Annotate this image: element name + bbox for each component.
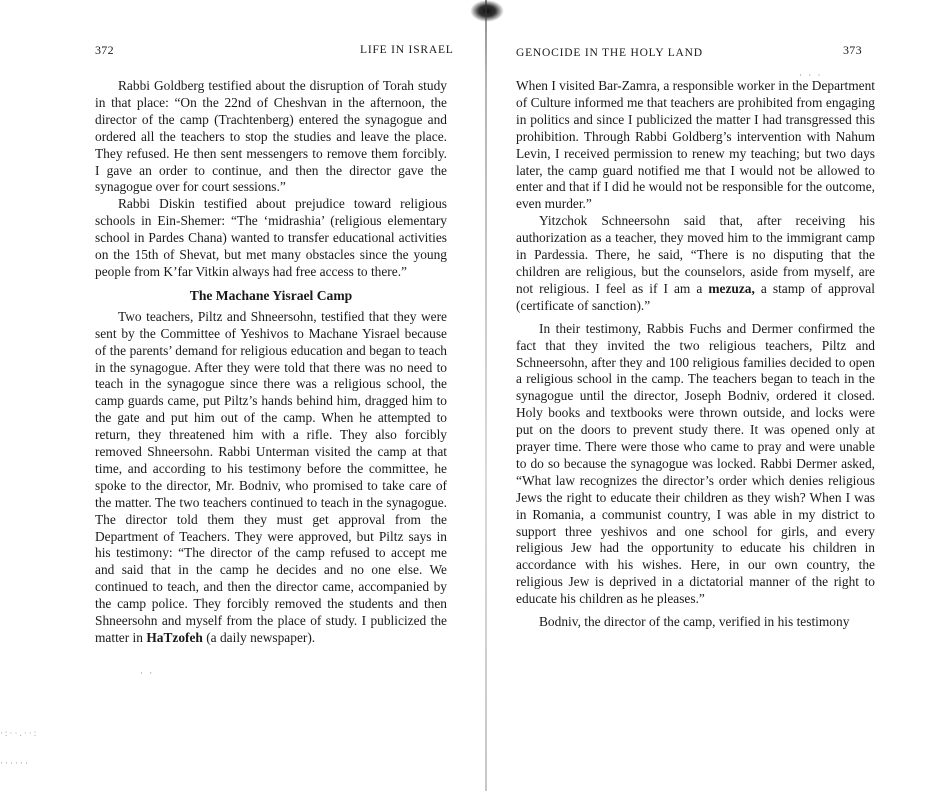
paragraph-bodniv: Bodniv, the director of the camp, verified in his testimony	[539, 614, 850, 630]
paragraph-text: Two teachers, Piltz and Shneersohn, testified that they were sent by the Committee of Yeshivos to Machane Yisrael because of the parents’ demand for religious education and began to teach in the synagogue. After they were told that there was no need to teach in the synagogue since there was a religious school, the camp guards came, put Piltz’s hands behind him, dragged him to the gate and put him out of the camp. When he attempted to return, they threatened him with a rifle. They also forcibly removed Shneersohn. Rabbi Unterman visited the camp at that time, and according to his testimony before the committee, he spoke to the director, Mr. Bodniv, who promised to take care of the matter. The two teachers continued to teach in the synagogue. The director told them they must get approval from the Department of Teachers. They were approved, but Piltz says in his testimony: “The director of the camp refused to accept me and said that in the camp he decides and no one else. We continued to teach, and then the director came, accompanied by the camp police. They forcibly removed the students and then Shneersohn and myself from the place of study. I publicized the matter in	[95, 308, 447, 645]
paragraph-two-teachers	[95, 309, 447, 647]
right-page	[494, 0, 951, 791]
right-body-text	[516, 78, 875, 631]
paper-specks: ······	[0, 758, 30, 768]
running-head-right: GENOCIDE IN THE HOLY LAND	[516, 47, 703, 59]
newspaper-name: HaTzofeh	[146, 630, 203, 645]
paragraph-continued: When I visited Bar-Zamra, a responsible worker in the Department of Culture informed me that teachers are prohibited from engaging in politics and since I publicized the matter I had transgressed this prohibition. Through Rabbi Goldberg’s intervention with Nahum Levin, I received permission to renew my teaching; but two days later, the camp guard notified me that I would not be allowed to enter and that if I did he would not be responsible for the outcome, even murder.”	[516, 78, 875, 212]
paper-specks: · ·	[140, 668, 155, 678]
paragraph-fuchs-dermer: In their testimony, Rabbis Fuchs and Dermer confirmed the fact that they invited the two religious teachers, Piltz and Schneersohn, after they and 100 religious families decided to open a religious school in the camp. The teachers began to teach in the synagogue until the director, Joseph Bodniv, ordered it closed. Holy books and textbooks were thrown outside, and locks were put on the doors to prevent study there. It was opened only at prayer time. There were those who came to pray and were unable to do so because the synagogue was locked. Rabbi Dermer asked, “What law recognizes the director’s order which denies religious Jews the right to educate their children as they wish? When I was in Romania, a communist country, I was able in my district to support three yeshivos and one school for girls, and every religious Jew had the opportunity to educate his children in accordance with his wishes. Here, in our own country, the religious Jew is deprived in a dictatorial manner of the right to educate his children as he pleases.”	[516, 320, 875, 607]
paper-specks: · · ·	[799, 70, 823, 80]
paragraph-text: Yitzchok Schneersohn said that, after receiving his authorization as a teacher, they moved him to the immigrant camp in Pardessia. There, he said, “There is no disputing that the children are religious, but the counselors, aside from myself, are not religious. I feel as if I am a	[516, 213, 875, 296]
page-number-right: 373	[843, 43, 862, 57]
mezuza-term: mezuza,	[708, 280, 755, 296]
paper-specks: ·:··.··:	[0, 728, 39, 738]
book-gutter	[485, 0, 487, 791]
page-number-left: 372	[95, 43, 114, 57]
paragraph-diskin: Rabbi Diskin testified about prejudice toward religious schools in Ein-Shemer: “The ‘midrashia’ (religious elementary school in Pardes Chana) wanted to transfer educational activities on the 15th of Shevat, but met many obstacles since the young people from K’far Vitkin always had free access to there.”	[95, 196, 447, 279]
paragraph-text: (a daily newspaper).	[206, 630, 316, 645]
paragraph-goldberg: Rabbi Goldberg testified about the disruption of Torah study in that place: “On the 22nd of Cheshvan in the afternoon, the director of the camp (Trachtenberg) entered the synagogue and ordered all the teachers to stop the studies and leave the place. They refused. He then sent messengers to remove them forcibly. I gave an order to continue, and then the director gave the synagogue over for court sessions.”	[95, 78, 447, 195]
paragraph-text: a stamp of approval (certificate of sanction).”	[516, 280, 875, 313]
left-body-text	[95, 78, 447, 647]
paragraph-schneersohn	[516, 213, 875, 314]
section-heading: The Machane Yisrael Camp	[189, 287, 353, 303]
running-head-left: LIFE IN ISRAEL	[360, 44, 454, 56]
